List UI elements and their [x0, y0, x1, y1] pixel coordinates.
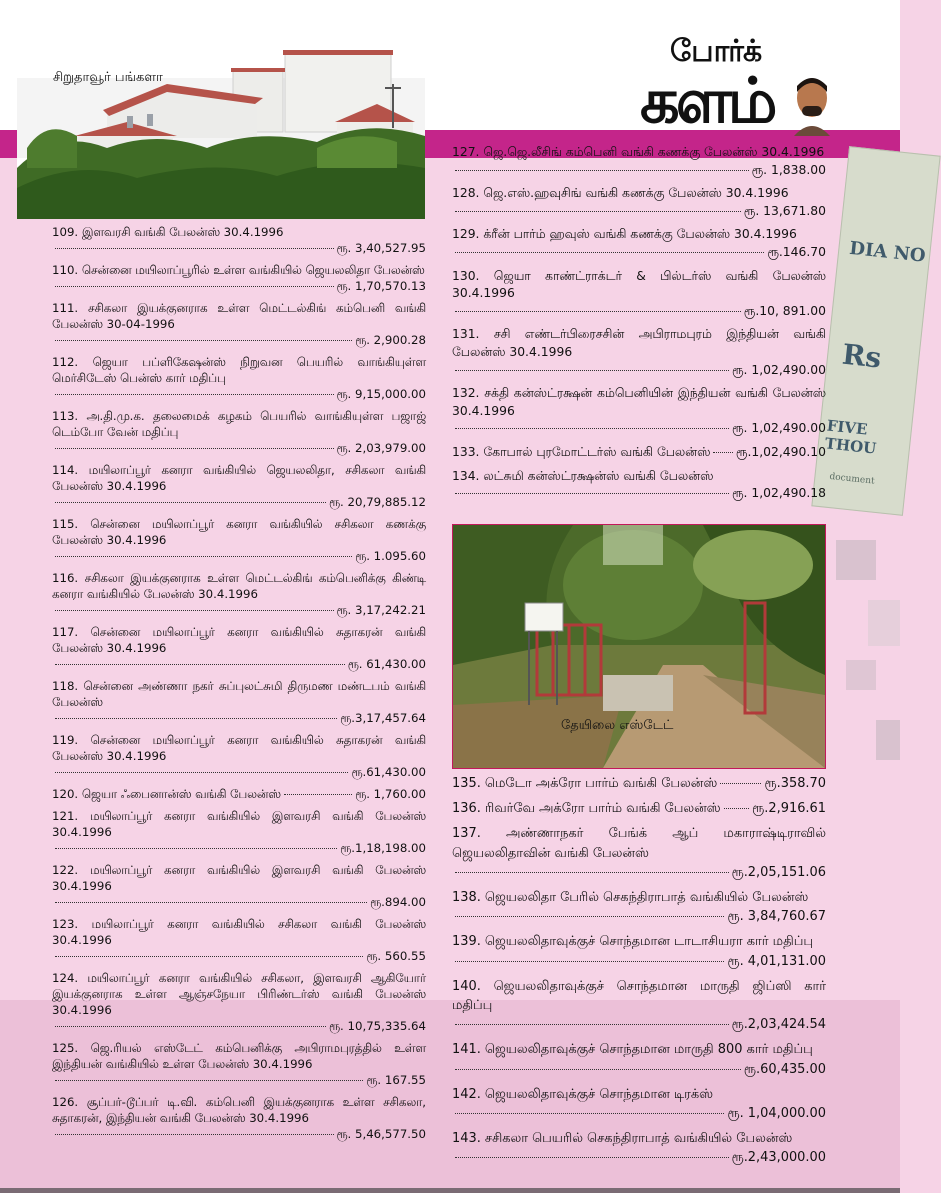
- dot-leader: [55, 394, 334, 395]
- pixel-decoration: [868, 600, 900, 646]
- entry-text: 113. அ.தி.மு.க. தலைமைக் கழகம் பெயரில் வாங்கியுள்ள பஜாஜ் டெம்போ வேன் மதிப்பு: [52, 409, 426, 439]
- dot-leader: [55, 956, 363, 957]
- entry-amount: ரூ.2,916.61: [752, 801, 826, 817]
- entry-text: 135. மெடோ அக்ரோ பார்ம் வங்கி பேலன்ஸ்: [452, 776, 718, 791]
- dot-leader: [55, 902, 367, 903]
- dot-leader: [455, 370, 729, 371]
- entry-amount: ரூ. 1.095.60: [355, 549, 426, 563]
- entry-text: 110. சென்னை மயிலாப்பூரில் உள்ள வங்கியில் ஜெயலலிதா பேலன்ஸ்: [52, 263, 425, 277]
- list-item: [52, 862, 426, 910]
- entry-text: 134. லட்சுமி கன்ஸ்ட்ரக்ஷன்ஸ் வங்கி பேலன்ஸ்: [452, 468, 714, 483]
- list-item: [52, 570, 426, 618]
- entry-amount: ரூ. 5,46,577.50: [336, 1127, 426, 1141]
- entry-amount: ரூ.60,435.00: [743, 1061, 826, 1077]
- list-item: [452, 888, 826, 926]
- dot-leader: [455, 211, 741, 212]
- dot-leader: [455, 1069, 741, 1070]
- entry-amount: ரூ. 3,84,760.67: [727, 909, 826, 925]
- entry-amount: ரூ.2,43,000.00: [731, 1150, 826, 1166]
- list-item: [452, 326, 826, 379]
- column-logo: [640, 30, 836, 140]
- entry-amount: ரூ.3,17,457.64: [340, 711, 426, 725]
- entry-text: 142. ஜெயலலிதாவுக்குச் சொந்தமான டிரக்ஸ்: [452, 1086, 714, 1102]
- list-item: [452, 1085, 826, 1123]
- banknote-text: DIA NO: [848, 237, 927, 267]
- entry-text: 125. ஜெ.ரியல் எஸ்டேட் கம்பெனிக்கு அபிராமபுரத்தில் உள்ள இந்தியன் வங்கியில் உள்ள பேலன்ஸ் 30.4.1996: [52, 1041, 426, 1071]
- entry-amount: ரூ.10, 891.00: [743, 303, 826, 318]
- list-item: [52, 1040, 426, 1088]
- pixel-decoration: [876, 720, 900, 760]
- dot-leader: [55, 664, 345, 665]
- list-item: [52, 224, 426, 256]
- photo-caption: தேயிலை எஸ்டேட்: [561, 718, 674, 733]
- entry-text: 141. ஜெயலலிதாவுக்குச் சொந்தமான மாருதி 800 கார் மதிப்பு: [452, 1042, 813, 1058]
- list-item: [452, 185, 826, 220]
- dot-leader: [455, 1024, 729, 1025]
- portrait-icon: [792, 74, 832, 136]
- dot-leader: [55, 772, 348, 773]
- list-item: [452, 468, 826, 503]
- footer-rule: [0, 1188, 900, 1193]
- entry-amount: ரூ. 13,671.80: [743, 203, 826, 218]
- list-item: [52, 408, 426, 456]
- entry-text: 137. அண்ணாநகர் பேங்க் ஆப் மகாராஷ்டிராவில் ஜெயலலிதாவின் வங்கி பேலன்ஸ்: [452, 826, 826, 861]
- list-item: [52, 354, 426, 402]
- list-item: [52, 970, 426, 1034]
- list-item: [52, 808, 426, 856]
- dot-leader: [455, 1157, 729, 1158]
- entry-amount: ரூ.358.70: [764, 776, 826, 791]
- entry-text: 123. மயிலாப்பூர் கனரா வங்கியில் சசிகலா வங்கி பேலன்ஸ் 30.4.1996: [52, 917, 426, 947]
- dot-leader: [455, 961, 724, 962]
- dot-leader: [724, 808, 750, 809]
- entry-text: 119. சென்னை மயிலாப்பூர் கனரா வங்கியில் சுதாகரன் வங்கி பேலன்ஸ் 30.4.1996: [52, 733, 426, 763]
- entry-text: 130. ஜெயா காண்ட்ராக்டர் & பில்டர்ஸ் வங்கி பேலன்ஸ் 30.4.1996: [452, 268, 826, 301]
- list-item: [52, 678, 426, 726]
- list-item: [52, 624, 426, 672]
- entry-amount: ரூ. 9,15,000.00: [336, 387, 426, 401]
- entry-text: 133. கோபால் புரமோட்டர்ஸ் வங்கி பேலன்ஸ்: [452, 444, 711, 459]
- entry-amount: ரூ. 167.55: [366, 1073, 426, 1087]
- list-item: [52, 1094, 426, 1142]
- entry-text: 140. ஜெயலலிதாவுக்குச் சொந்தமான மாருதி ஜிப்ஸி கார் மதிப்பு: [452, 978, 826, 1014]
- logo-line-2: களம்: [640, 64, 774, 137]
- dot-leader: [455, 1113, 724, 1114]
- list-item: [452, 385, 826, 438]
- list-item: [452, 226, 826, 261]
- photo-caption: சிறுதாவூர் பங்களா: [53, 70, 163, 85]
- entry-text: 127. ஜெ.ஜெ.லீசிங் கம்பெனி வங்கி கணக்கு பேலன்ஸ் 30.4.1996: [452, 145, 825, 159]
- entry-amount: ரூ. 1,838.00: [751, 162, 826, 177]
- dot-leader: [455, 493, 729, 494]
- entry-amount: ரூ.1,18,198.00: [340, 841, 426, 855]
- dot-leader: [55, 448, 334, 449]
- dot-leader: [455, 872, 729, 873]
- dot-leader: [284, 794, 352, 795]
- entry-amount: ரூ. 61,430.00: [347, 657, 426, 671]
- list-item: [452, 1040, 826, 1078]
- entry-text: 121. மயிலாப்பூர் கனரா வங்கியில் இளவரசி வங்கி பேலன்ஸ் 30.4.1996: [52, 809, 426, 839]
- entry-text: 114. மயிலாப்பூர் கனரா வங்கியில் ஜெயலலிதா, சசிகலா வங்கி பேலன்ஸ் 30.4.1996: [52, 463, 426, 493]
- entry-amount: ரூ.2,05,151.06: [731, 864, 826, 880]
- entry-amount: ரூ.894.00: [370, 895, 426, 909]
- list-item: [52, 462, 426, 510]
- entry-text: 143. சசிகலா பெயரில் செகந்திராபாத் வங்கியில் பேலன்ஸ்: [452, 1131, 793, 1147]
- dot-leader: [55, 610, 334, 611]
- list-item: [52, 300, 426, 348]
- entry-text: 128. ஜெ.எஸ்.ஹவுசிங் வங்கி கணக்கு பேலன்ஸ் 30.4.1996: [452, 186, 789, 201]
- entry-amount: ரூ. 1,04,000.00: [727, 1106, 826, 1122]
- entry-text: 132. சக்தி கன்ஸ்ட்ரக்ஷன் கம்பெனியின் இந்தியன் வங்கி பேலன்ஸ் 30.4.1996: [452, 386, 826, 418]
- dot-leader: [55, 248, 334, 249]
- entry-amount: ரூ. 4,01,131.00: [727, 953, 826, 969]
- list-item: [452, 268, 826, 321]
- bungalow-photo: [17, 18, 425, 219]
- dot-leader: [55, 340, 352, 341]
- entry-text: 112. ஜெயா பப்ளிகேஷன்ஸ் நிறுவன பெயரில் வாங்கியுள்ள மெர்சிடேஸ் பென்ஸ் கார் மதிப்பு: [52, 355, 426, 385]
- bungalow-illustration: [17, 18, 425, 219]
- entry-amount: ரூ. 1,02,490.18: [731, 486, 826, 501]
- list-item: [52, 786, 426, 802]
- banknote-text: document: [828, 471, 876, 487]
- pixel-decoration: [846, 660, 876, 690]
- right-column-bottom: [452, 774, 826, 1174]
- entry-amount: ரூ.1,02,490.10: [735, 444, 826, 459]
- entry-text: 139. ஜெயலலிதாவுக்குச் சொந்தமான டாடாசியரா கார் மதிப்பு: [452, 934, 813, 950]
- dot-leader: [55, 502, 326, 503]
- dot-leader: [55, 1026, 326, 1027]
- list-item: [452, 444, 826, 462]
- dot-leader: [55, 286, 334, 287]
- entry-amount: ரூ. 1,02,490.00: [731, 421, 826, 436]
- tea-estate-photo: [452, 524, 826, 769]
- list-item: [452, 799, 826, 818]
- entry-amount: ரூ. 20,79,885.12: [329, 495, 426, 509]
- list-item: [452, 1129, 826, 1167]
- entry-text: 126. சூப்பர்-டூப்பர் டி.வி. கம்பெனி இயக்குனராக உள்ள சசிகலா, சுதாகரன், இந்தியன் வங்கி பேலன்ஸ் 30.4.1996: [52, 1095, 426, 1125]
- list-item: [452, 932, 826, 970]
- entry-amount: ரூ. 1,70,570.13: [336, 279, 426, 293]
- dot-leader: [55, 1080, 363, 1081]
- dot-leader: [455, 311, 741, 312]
- entry-amount: ரூ. 2,900.28: [355, 333, 426, 347]
- entry-text: 118. சென்னை அண்ணா நகர் சுப்புலட்சுமி திருமண மண்டபம் வங்கி பேலன்ஸ்: [52, 679, 426, 709]
- left-column: [52, 224, 426, 1148]
- entry-amount: ரூ. 560.55: [366, 949, 426, 963]
- dot-leader: [455, 428, 729, 429]
- banknote-text: FIVE THOU: [824, 416, 878, 458]
- list-item: [452, 977, 826, 1035]
- banknote-text: Rs: [840, 337, 883, 375]
- dot-leader: [455, 916, 724, 917]
- dot-leader: [55, 1134, 334, 1135]
- list-item: [452, 774, 826, 793]
- list-item: [452, 144, 826, 179]
- entry-text: 129. க்ரீன் பார்ம் ஹவுஸ் வங்கி கணக்கு பேலன்ஸ் 30.4.1996: [452, 227, 797, 242]
- entry-amount: ரூ.61,430.00: [351, 765, 426, 779]
- banknote-image: [811, 146, 940, 516]
- entry-text: 109. இளவரசி வங்கி பேலன்ஸ் 30.4.1996: [52, 225, 284, 239]
- list-item: [52, 916, 426, 964]
- list-item: [52, 262, 426, 294]
- logo-line-1: போர்க்: [670, 34, 762, 69]
- list-item: [452, 824, 826, 882]
- entry-text: 120. ஜெயா ஃபைனான்ஸ் வங்கி பேலன்ஸ்: [52, 787, 281, 801]
- entry-amount: ரூ.146.70: [767, 244, 826, 259]
- dot-leader: [55, 556, 352, 557]
- dot-leader: [455, 252, 764, 253]
- entry-text: 115. சென்னை மயிலாப்பூர் கனரா வங்கியில் சசிகலா கணக்கு பேலன்ஸ் 30.4.1996: [52, 517, 426, 547]
- entry-text: 124. மயிலாப்பூர் கனரா வங்கியில் சசிகலா, இளவரசி ஆகியோர் இயக்குனராக உள்ள ஆஞ்சநேயா பிரிண்டர்ஸ் வங்கி பேலன்ஸ் 30.4.1996: [52, 971, 426, 1017]
- entry-amount: ரூ.2,03,424.54: [731, 1017, 826, 1033]
- list-item: [52, 732, 426, 780]
- entry-text: 122. மயிலாப்பூர் கனரா வங்கியில் இளவரசி வங்கி பேலன்ஸ் 30.4.1996: [52, 863, 426, 893]
- entry-amount: ரூ. 2,03,979.00: [336, 441, 426, 455]
- dot-leader: [713, 452, 732, 453]
- entry-amount: ரூ. 1,02,490.00: [731, 362, 826, 377]
- entry-text: 111. சசிகலா இயக்குனராக உள்ள மெட்டல்கிங் கம்பெனி வங்கி பேலன்ஸ் 30-04-1996: [52, 301, 426, 331]
- entry-text: 131. சசி எண்டர்பிரைசசின் அபிராமபுரம் இந்தியன் வங்கி பேலன்ஸ் 30.4.1996: [452, 327, 826, 359]
- entry-amount: ரூ. 3,40,527.95: [336, 241, 426, 255]
- dot-leader: [720, 783, 761, 784]
- dot-leader: [55, 848, 337, 849]
- entry-text: 136. ரிவர்வே அக்ரோ பார்ம் வங்கி பேலன்ஸ்: [452, 801, 721, 817]
- entry-text: 116. சசிகலா இயக்குனராக உள்ள மெட்டல்கிங் கம்பெனிக்கு கிண்டி கனரா வங்கியில் பேலன்ஸ் 30.4.1996: [52, 571, 426, 601]
- dot-leader: [455, 170, 749, 171]
- right-column-top: [452, 144, 826, 509]
- list-item: [52, 516, 426, 564]
- entry-amount: ரூ. 10,75,335.64: [329, 1019, 426, 1033]
- dot-leader: [55, 718, 337, 719]
- entry-amount: ரூ. 1,760.00: [355, 787, 426, 801]
- entry-text: 117. சென்னை மயிலாப்பூர் கனரா வங்கியில் சுதாகரன் வங்கி பேலன்ஸ் 30.4.1996: [52, 625, 426, 655]
- entry-text: 138. ஜெயலலிதா பேரில் செகந்திராபாத் வங்கியில் பேலன்ஸ்: [452, 890, 809, 906]
- entry-amount: ரூ. 3,17,242.21: [336, 603, 426, 617]
- pixel-decoration: [836, 540, 876, 580]
